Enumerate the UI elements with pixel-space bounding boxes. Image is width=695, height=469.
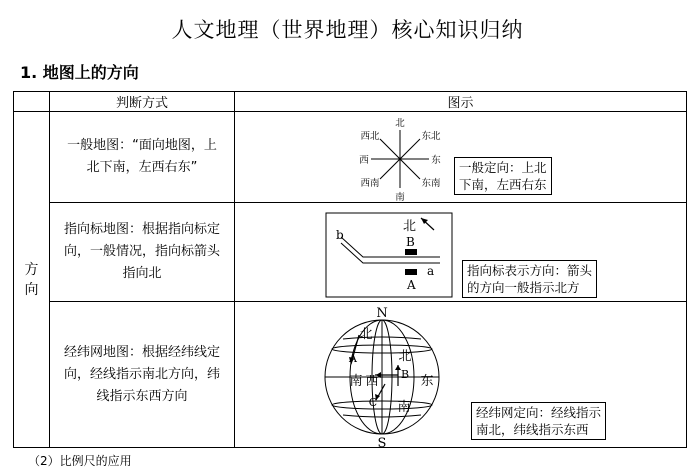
compass-ne: 东北	[421, 131, 441, 142]
caption-grid-map: 经纬网定向：经线指示 南北，纬线指示东西	[471, 402, 606, 440]
globe-east: 东	[420, 374, 434, 389]
pointer-label-a: a	[427, 264, 435, 278]
globe-south-2: 南	[397, 400, 411, 415]
caption-general-map: 一般定向：上北 下南，左西右东	[454, 157, 552, 195]
compass-n: 北	[395, 118, 405, 129]
pointer-map-diagram	[235, 203, 687, 302]
globe-south-1: 南	[349, 374, 363, 389]
header-figure: 图示	[235, 92, 687, 112]
caption-pointer-map: 指向标表示方向：箭头 的方向一般指示北方	[462, 260, 597, 298]
compass-e: 东	[431, 155, 441, 166]
marker-A	[405, 269, 417, 275]
compass-sw: 西南	[360, 178, 380, 189]
method-pointer-map: 指向标地图：根据指向标定 向，一般情况，指向标箭头 指向北	[50, 203, 235, 302]
side-label: 方 向	[14, 112, 50, 448]
header-method: 判断方式	[50, 92, 235, 112]
method-grid-map: 经纬网地图：根据经纬线定 向，经线指示南北方向，纬 线指示东西方向	[50, 302, 235, 448]
figure-pointer-map	[235, 203, 687, 302]
footer-text: （2）比例尺的应用	[28, 454, 132, 468]
globe-grid-diagram	[235, 302, 687, 448]
globe-pt-b: B	[400, 368, 410, 381]
globe-west: 西	[365, 374, 379, 389]
globe-north-1: 北	[359, 327, 373, 342]
compass-se: 东南	[421, 178, 441, 189]
page-title: 人文地理（世界地理）核心知识归纳	[171, 18, 524, 42]
method-general-map: 一般地图：“面向地图，上 北下南，左西右东”	[50, 112, 235, 203]
corner-cell	[14, 92, 50, 112]
compass-s: 南	[395, 192, 405, 203]
marker-B	[405, 249, 417, 255]
pointer-label-b: b	[336, 228, 344, 242]
globe-pt-a: A	[349, 352, 357, 365]
pointer-mark-A: A	[407, 278, 416, 292]
direction-table	[13, 91, 687, 448]
globe-n: N	[376, 306, 388, 321]
globe-north-2: 北	[398, 349, 412, 364]
section-heading: 1. 地图上的方向	[20, 63, 139, 82]
pointer-north-label: 北	[403, 219, 417, 234]
compass-nw: 西北	[360, 131, 380, 142]
compass-w: 西	[359, 155, 369, 166]
figure-general-map	[235, 112, 687, 203]
pointer-mark-B: B	[406, 235, 415, 249]
globe-s: S	[377, 436, 387, 448]
globe-pt-c: C	[368, 396, 378, 409]
figure-grid-map	[235, 302, 687, 448]
